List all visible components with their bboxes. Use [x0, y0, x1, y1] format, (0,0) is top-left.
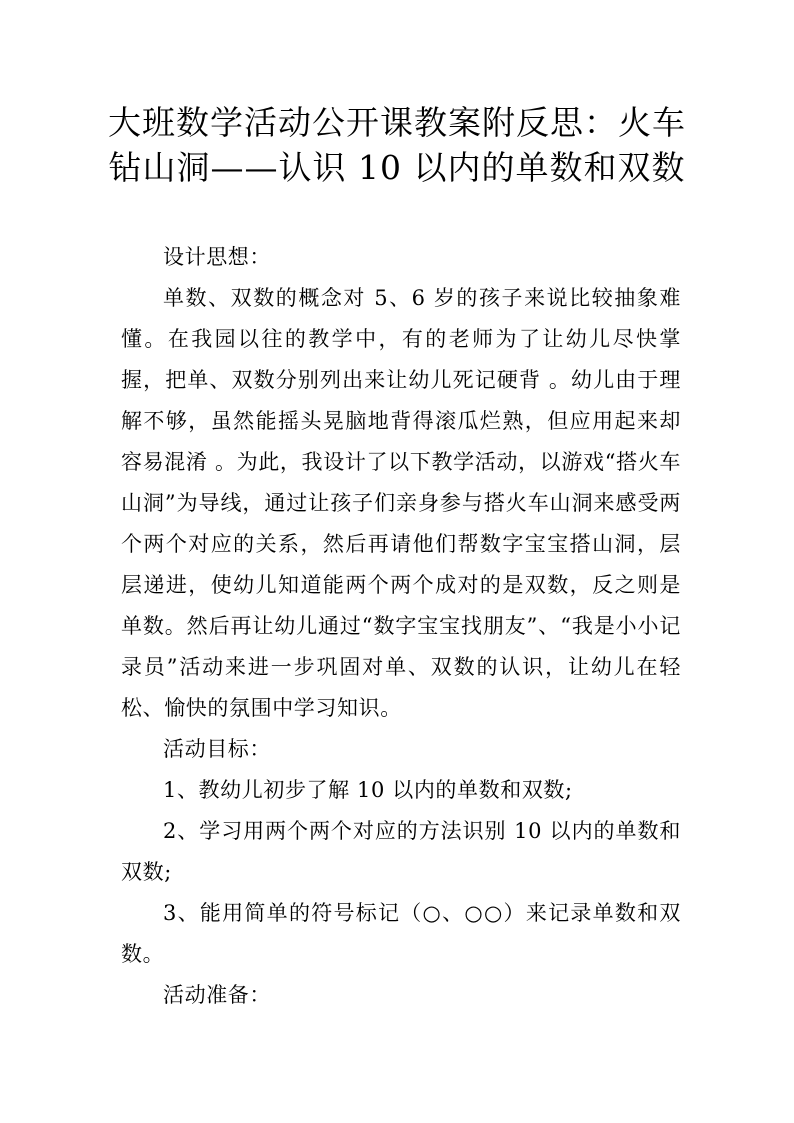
prep-heading: 活动准备： — [163, 983, 271, 1007]
title-line-1: 大班数学活动公开课教案附反思：火车 — [108, 103, 686, 142]
document-body — [121, 237, 681, 1016]
title-line-2: 钻山洞——认识 10 以内的单数和双数 — [108, 148, 686, 187]
goal-item-2: 2、学习用两个两个对应的方法识别 10 以内的单数和双数; — [121, 819, 681, 884]
design-heading: 设计思想： — [163, 245, 271, 269]
design-paragraph: 单数、双数的概念对 5、6 岁的孩子来说比较抽象难懂。在我园以往的教学中，有的老师为了让幼儿尽快掌握，把单、双数分别列出来让幼儿死记硬背 。幼儿由于理解不够，虽然能摇头晃脑地背得滚瓜烂熟，但应用起来却容易混淆 。为此，我设计了以下教学活动，以游戏“搭火车山洞”为导线，通过让孩子们亲身参与搭火车山洞来感受两个两个对应的关系，然后再请他们帮数字宝宝搭山洞，层层递进，使幼儿知道能两个两个成对的是双数，反之则是单数。然后再让幼儿通过“数字宝宝找朋友”、“我是小小记录员”活动来进一步巩固对单、双数的认识，让幼儿在轻松、愉快的氛围中学习知识。 — [121, 286, 681, 720]
goal-item-1: 1、教幼儿初步了解 10 以内的单数和双数; — [163, 778, 573, 802]
goal-item-3: 3、能用简单的符号标记（○、○○）来记录单数和双数。 — [121, 901, 681, 966]
document-title — [100, 100, 694, 190]
goals-heading: 活动目标： — [163, 737, 271, 761]
